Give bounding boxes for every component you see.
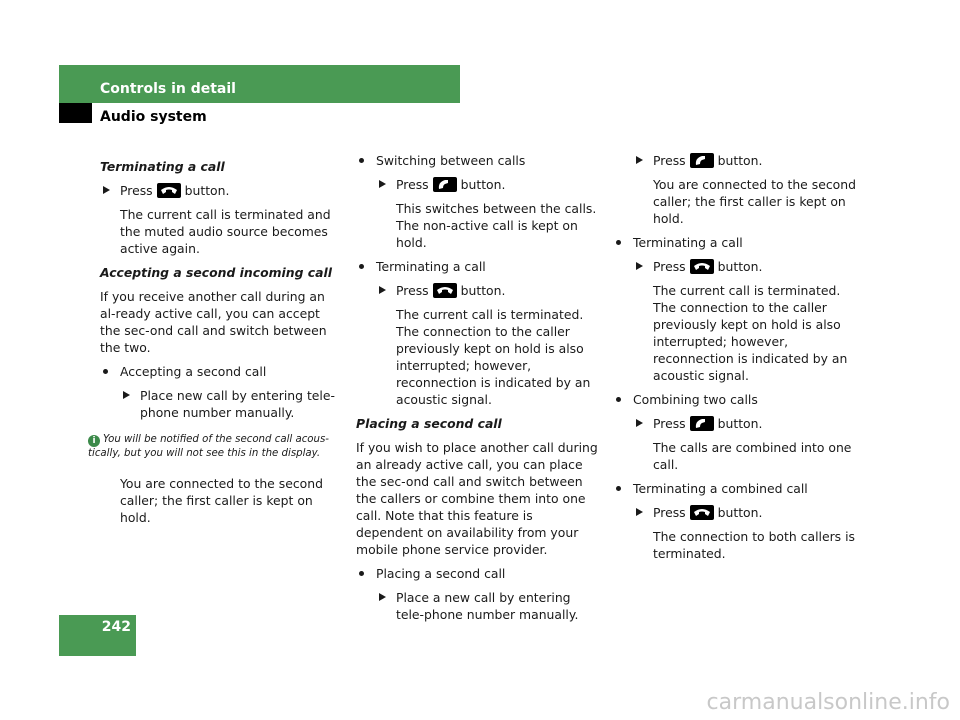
step-press-end: [633, 504, 858, 521]
arrow-icon: [636, 262, 643, 270]
end-call-icon: [690, 505, 714, 520]
arrow-icon: [379, 286, 386, 294]
bullet-text: Switching between calls: [376, 153, 526, 168]
bullet-item: [356, 565, 601, 582]
bullet-text: Placing a second call: [376, 566, 506, 581]
bullet-item: [613, 391, 858, 408]
step-press-send: [633, 152, 858, 169]
arrow-icon: [379, 180, 386, 188]
step-text: button.: [717, 416, 763, 431]
result-text: The current call is terminated and the muted audio source becomes active again.: [120, 207, 331, 256]
watermark: carmanualsonline.info: [706, 690, 950, 715]
bullet-item: [613, 480, 858, 497]
step-text: Place new call by entering tele-phone number manually.: [140, 388, 335, 420]
column-1: [88, 152, 340, 533]
step-text: Press: [653, 259, 686, 274]
arrow-icon: [103, 186, 110, 194]
result-text: The connection to both callers is terminated.: [653, 529, 855, 561]
bullet-item: [613, 234, 858, 251]
column-3: [613, 152, 858, 569]
step-press-end: [633, 258, 858, 275]
bullet-item: [356, 152, 601, 169]
step-text: button.: [717, 153, 763, 168]
bullet-dot: [616, 486, 621, 491]
end-call-icon: [433, 283, 457, 298]
step-text: button.: [460, 283, 506, 298]
arrow-icon: [636, 156, 643, 164]
step-text: Press: [653, 505, 686, 520]
bullet-item: [356, 258, 601, 275]
step-press-end: [100, 182, 340, 199]
step-text: button.: [717, 505, 763, 520]
bullet-dot: [616, 397, 621, 402]
result-text: This switches between the calls. The non-active call is kept on hold.: [396, 201, 597, 250]
step-text: Press: [653, 416, 686, 431]
step-place-call: [120, 387, 340, 421]
note-text: You will be notified of the second call acous-tically, but you will not see this in the display.: [88, 434, 329, 459]
bullet-text: Terminating a call: [376, 259, 486, 274]
result-text: The calls are combined into one call.: [653, 440, 852, 472]
section-marker: [59, 103, 92, 123]
bullet-dot: [359, 264, 364, 269]
bullet-text: Terminating a call: [633, 235, 743, 250]
step-text: button.: [717, 259, 763, 274]
step-text: Press: [396, 283, 429, 298]
step-press-send: [633, 415, 858, 432]
result-text: The current call is terminated. The connection to the caller previously kept on hold is also interrupted; however, reconnection is indicated by an acoustic signal.: [653, 283, 848, 383]
column-2: [356, 152, 601, 630]
result-text: You are connected to the second caller; the first caller is kept on hold.: [653, 177, 856, 226]
step-text: Press: [653, 153, 686, 168]
paragraph: If you wish to place another call during an already active call, you can place the sec-ond call and switch between the callers or combine them into one call. Note that this feature is dependent on availability from your mobile phone service provider.: [356, 440, 598, 557]
bullet-text: Terminating a combined call: [633, 481, 808, 496]
page-number: 242: [101, 619, 131, 635]
bullet-dot: [616, 240, 621, 245]
end-call-icon: [157, 183, 181, 198]
step-text: Press: [396, 177, 429, 192]
bullet-text: Accepting a second call: [120, 364, 267, 379]
bullet-dot: [359, 158, 364, 163]
bullet-dot: [359, 571, 364, 576]
bullet-text: Combining two calls: [633, 392, 758, 407]
end-call-icon: [690, 259, 714, 274]
arrow-icon: [123, 391, 130, 399]
arrow-icon: [636, 508, 643, 516]
send-call-icon: [433, 177, 457, 192]
chapter-title: Controls in detail: [100, 81, 236, 97]
info-icon: i: [88, 435, 100, 447]
step-press-end: [376, 282, 601, 299]
paragraph: If you receive another call during an al-ready active call, you can accept the sec-ond call and switch between the two.: [100, 289, 327, 355]
step-text: Press: [120, 183, 153, 198]
heading-placing-call: Placing a second call: [356, 416, 502, 431]
step-press-send: [376, 176, 601, 193]
step-text: button.: [460, 177, 506, 192]
arrow-icon: [379, 593, 386, 601]
step-place-call: [376, 589, 601, 623]
step-text: button.: [184, 183, 230, 198]
section-title: Audio system: [100, 109, 207, 125]
info-note: [88, 433, 340, 461]
bullet-item: [100, 363, 340, 380]
result-text: The current call is terminated. The connection to the caller previously kept on hold is also interrupted; however, reconnection is indicated by an acoustic signal.: [396, 307, 591, 407]
heading-accepting-call: Accepting a second incoming call: [100, 265, 332, 280]
send-call-icon: [690, 416, 714, 431]
heading-terminating-call: Terminating a call: [100, 159, 225, 174]
step-text: Place a new call by entering tele-phone number manually.: [396, 590, 579, 622]
result-text: You are connected to the second caller; the first caller is kept on hold.: [120, 476, 323, 525]
send-call-icon: [690, 153, 714, 168]
bullet-dot: [103, 369, 108, 374]
arrow-icon: [636, 419, 643, 427]
